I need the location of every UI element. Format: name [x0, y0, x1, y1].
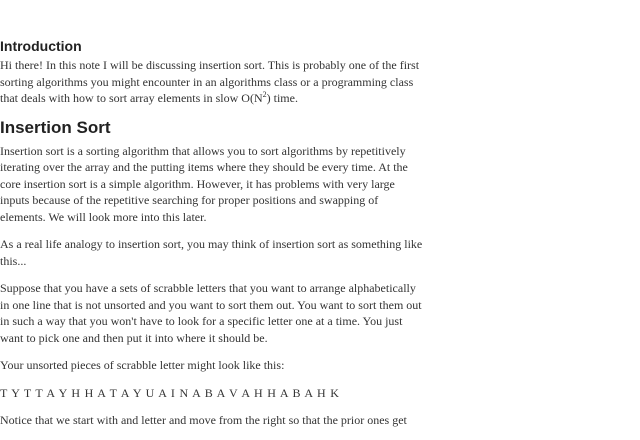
paragraph-unsorted-intro: Your unsorted pieces of scrabble letter might look like this:: [0, 358, 285, 372]
intro-text-end: ) time.: [266, 91, 298, 105]
unsorted-letters: T Y T T A Y H H A T A Y U A I N A B A V A H H A B A H K: [0, 385, 340, 400]
intro-text: Hi there! In this note I will be discussing insertion sort. This is probably one of the first sorting algorithms you might encounter in an algorithms class or a programming class that deals with how to sort array elements in slow O(N: [0, 58, 420, 105]
section-heading: Insertion Sort: [0, 117, 111, 137]
intro-paragraph: [0, 57, 425, 107]
article-content: [0, 30, 425, 440]
exponent: 2: [262, 90, 267, 99]
paragraph-analogy: As a real life analogy to insertion sort, you may think of insertion sort as something like this...: [0, 237, 423, 268]
intro-heading: Introduction: [0, 38, 82, 54]
paragraph-scrabble: Suppose that you have a sets of scrabble letters that you want to arrange alphabetically in one line that is not unsorted and you want to sort them out. You want to sort them out in such a way that you won't have to look for a specific letter one at a time. You just want to pick one and then put it into where it should be.: [0, 281, 422, 345]
paragraph-definition: Insertion sort is a sorting algorithm that allows you to sort algorithms by repetitively iterating over the array and the putting items where they should be every time. At the core insertion sort is a simple algorithm. However, it has problems with very large inputs because of the repetitive searching for proper positions and swapping of elements. We will look more into this later.: [0, 143, 408, 224]
paragraph-notice: Notice that we start with and letter and move from the right so that the prior ones get: [0, 413, 407, 427]
